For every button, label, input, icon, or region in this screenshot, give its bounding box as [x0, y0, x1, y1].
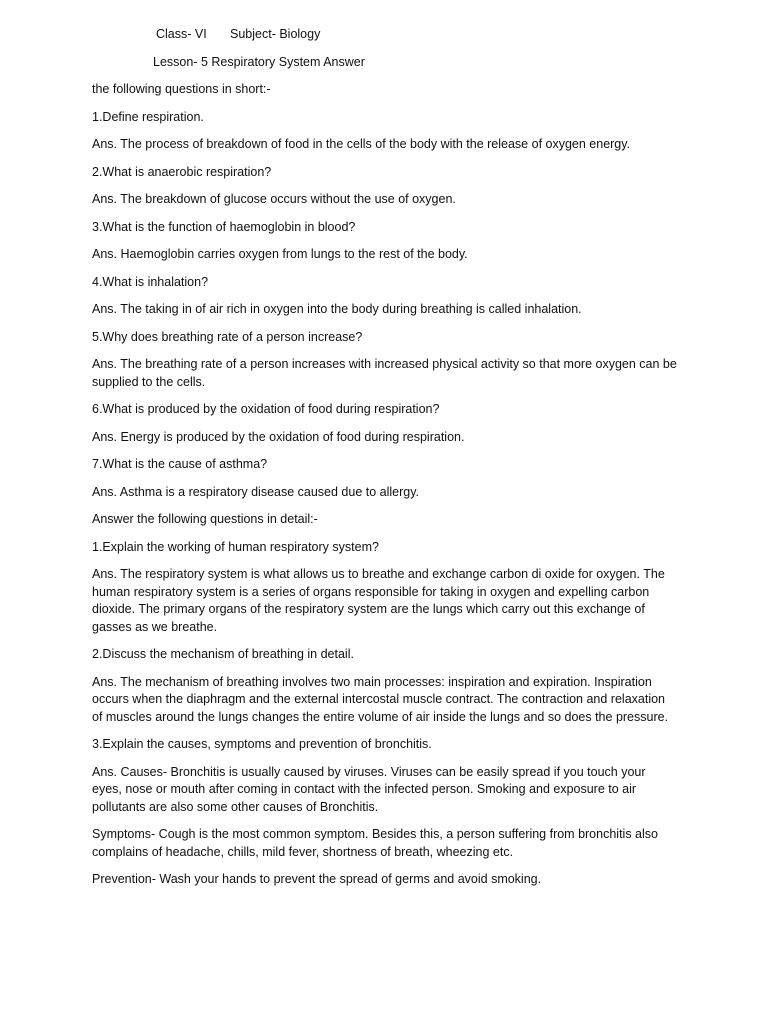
document-body [92, 81, 677, 899]
answer: Ans. The taking in of air rich in oxygen into the body during breathing is called inhalation. [92, 302, 582, 316]
answer: Ans. Haemoglobin carries oxygen from lungs to the rest of the body. [92, 247, 468, 261]
question: 2.What is anaerobic respiration? [92, 164, 272, 179]
answer-causes: Ans. Causes- Bronchitis is usually caused by viruses. Viruses can be easily spread if you touch your eyes, nose or mouth after coming in contact with the infected person. Smoking and exposure to air pollutants are also some other causes of Bronchitis. [92, 764, 646, 814]
answer: Ans. The mechanism of breathing involves two main processes: inspiration and expiration. Inspiration occurs when the diaphragm and the external intercostal muscle contract. The contraction and relaxation of muscles around the lungs changes the entire volume of air inside the lungs and so does the pressure. [92, 674, 669, 724]
section-heading: Answer the following questions in detail:- [92, 512, 318, 526]
answer-symptoms: Symptoms- Cough is the most common symptom. Besides this, a person suffering from bronchitis also complains of headache, chills, mild fever, shortness of breath, wheezing etc. [92, 827, 658, 859]
lesson-title: Lesson- 5 Respiratory System Answer [153, 55, 365, 69]
question: 7.What is the cause of asthma? [92, 457, 268, 471]
answer: Ans. The respiratory system is what allows us to breathe and exchange carbon di oxide for oxygen. The human respiratory system is a series of organs responsible for taking in oxygen and expelling carbon dioxide. The primary organs of the respiratory system are the lungs which carry out this exchange of gasses as we breathe. [92, 567, 665, 634]
answer-prevention: Prevention- Wash your hands to prevent the spread of germs and avoid smoking. [92, 872, 542, 886]
question: 1.Define respiration. [92, 109, 204, 124]
answer: Ans. Asthma is a respiratory disease caused due to allergy. [92, 484, 420, 499]
section-intro: the following questions in short:- [92, 82, 271, 96]
question: 4.What is inhalation? [92, 274, 209, 289]
question: 5.Why does breathing rate of a person increase? [92, 329, 363, 344]
answer: Ans. The breathing rate of a person increases with increased physical activity so that more oxygen can be supplied to the cells. [92, 357, 677, 389]
question: 3.What is the function of haemoglobin in blood? [92, 219, 356, 234]
question: 1.Explain the working of human respiratory system? [92, 539, 379, 554]
question: 3.Explain the causes, symptoms and prevention of bronchitis. [92, 737, 432, 751]
question: 2.Discuss the mechanism of breathing in detail. [92, 647, 354, 661]
answer: Ans. Energy is produced by the oxidation of food during respiration. [92, 429, 465, 444]
answer: Ans. The breakdown of glucose occurs without the use of oxygen. [92, 192, 456, 206]
class-label: Class- VI [156, 27, 207, 41]
question: 6.What is produced by the oxidation of food during respiration? [92, 402, 440, 416]
subject-label: Subject- Biology [230, 27, 321, 41]
answer: Ans. The process of breakdown of food in the cells of the body with the release of oxygen energy. [92, 137, 631, 151]
